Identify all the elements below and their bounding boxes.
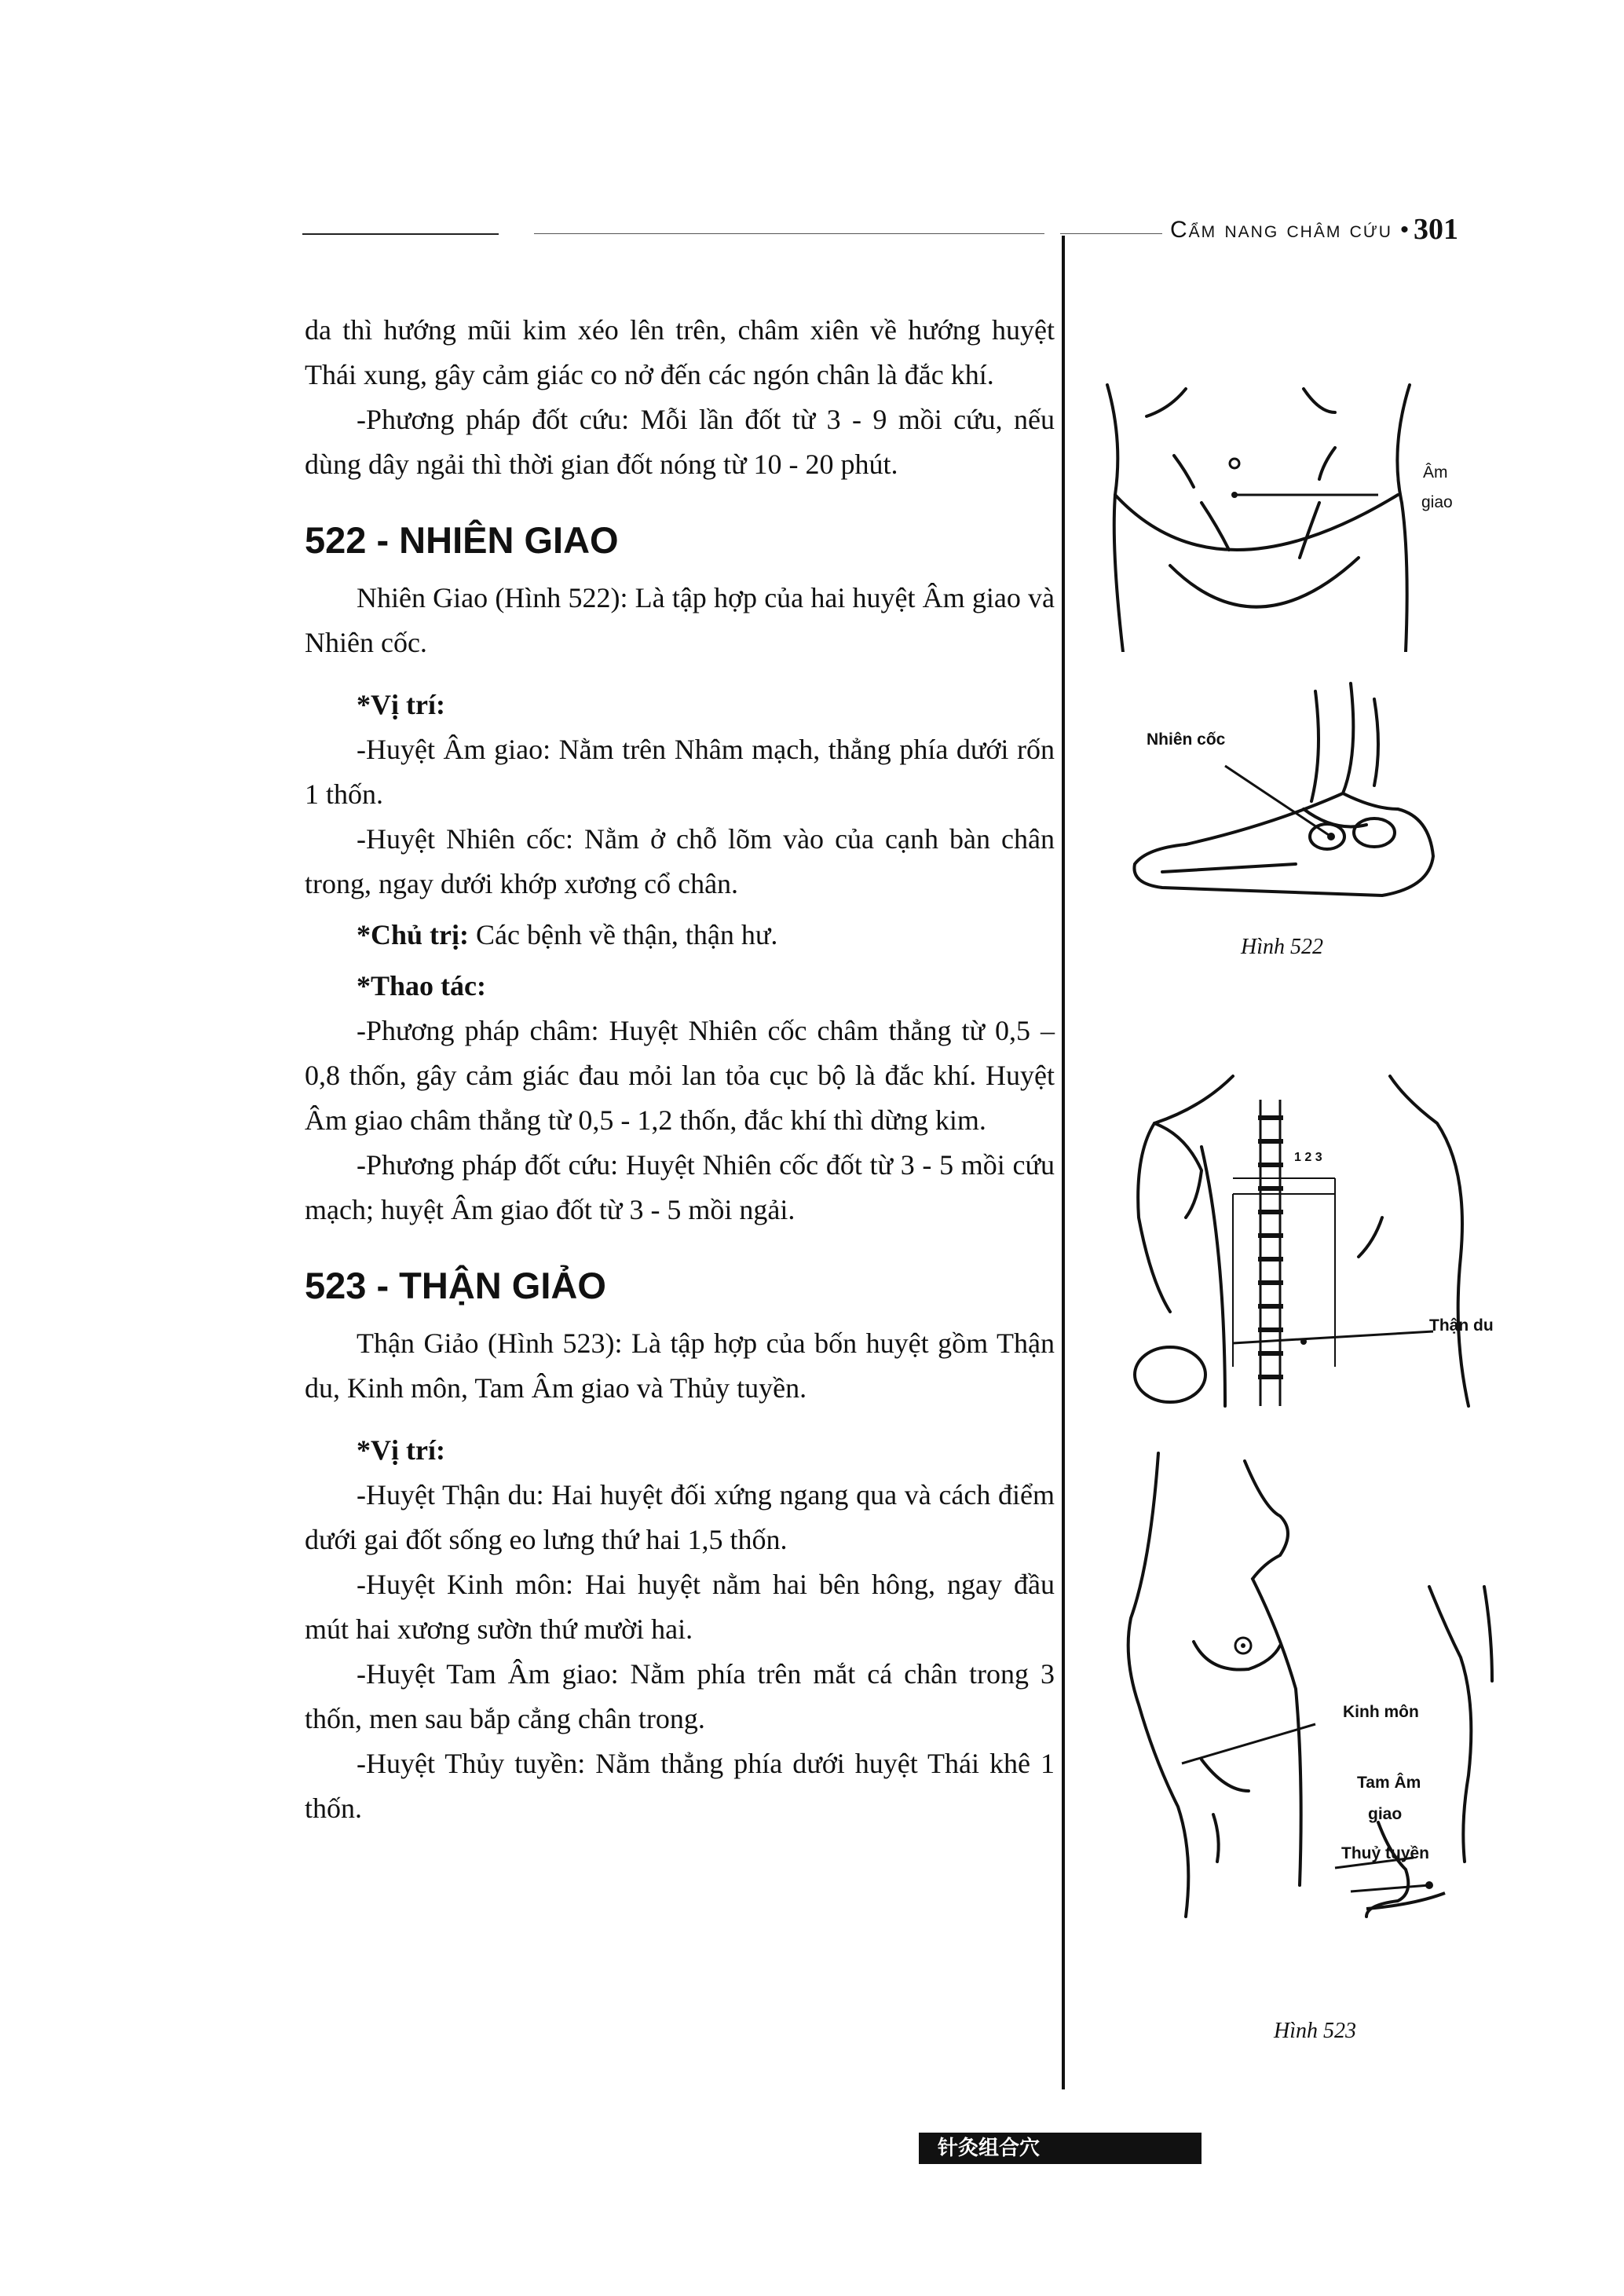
vitri-522-nhien-coc: -Huyệt Nhiên cốc: Nằm ở chỗ lõm vào của cạnh bàn chân trong, ngay dưới khớp xương cổ chân. xyxy=(305,823,1055,899)
paragraph-continuation: da thì hướng mũi kim xéo lên trên, châm xiên về hướng huyệt Thái xung, gây cảm giác co nở đến các ngón chân là đắc khí. xyxy=(305,314,1055,390)
chutri-522 xyxy=(305,913,1055,958)
fig522-label-giao: giao xyxy=(1421,493,1453,511)
paragraph-dot-cuu: -Phương pháp đốt cứu: Mỗi lần đốt từ 3 - 9 mồi cứu, nếu dùng dây ngải thì thời gian đốt nóng từ 10 - 20 phút. xyxy=(305,404,1055,480)
fig523-label-tam-am: Tam Âm xyxy=(1357,1774,1421,1792)
vitri-label-523: *Vị trí: xyxy=(357,1434,445,1466)
figure-523-caption: Hình 523 xyxy=(1274,2019,1356,2043)
fig523-label-thuy-tuyen: Thuỷ tuyền xyxy=(1341,1844,1430,1862)
thaotac-522-dot-cuu: -Phương pháp đốt cứu: Huyệt Nhiên cốc đốt từ 3 - 5 mồi cứu mạch; huyệt Âm giao đốt từ 3 - 5 mồi ngải. xyxy=(305,1149,1055,1225)
vitri-523-kinh-mon: -Huyệt Kinh môn: Hai huyệt nằm hai bên hông, ngay đầu mút hai xương sườn thứ mười hai. xyxy=(305,1569,1055,1645)
header-rule-right xyxy=(1060,233,1162,234)
figure-523-side-body xyxy=(1115,1445,1555,1979)
fig523-label-than-du: Thận du xyxy=(1429,1316,1494,1335)
vitri-522-am-giao: -Huyệt Âm giao: Nằm trên Nhâm mạch, thẳng phía dưới rốn 1 thốn. xyxy=(305,734,1055,810)
page-number: 301 xyxy=(1414,213,1458,246)
heading-522: 522 - NHIÊN GIAO xyxy=(305,519,619,561)
fig523-label-giao: giao xyxy=(1368,1805,1403,1823)
thaotac-522-cham: -Phương pháp châm: Huyệt Nhiên cốc châm thẳng từ 0,5 – 0,8 thốn, gây cảm giác đau mỏi lan tỏa cục bộ là đắc khí. Huyệt Âm giao châm thẳng từ 0,5 - 1,2 thốn, đắc khí thì dừng kim. xyxy=(305,1015,1055,1136)
fig523-label-spine-numbers: 1 2 3 xyxy=(1294,1151,1322,1164)
header-rule-middle xyxy=(534,233,1044,234)
chutri-text-522: Các bệnh về thận, thận hư. xyxy=(469,919,778,950)
figure-522-foot xyxy=(1115,676,1484,911)
footer-banner: 针灸组合穴 xyxy=(919,2133,1202,2164)
chutri-label-522: *Chủ trị: xyxy=(357,919,469,950)
fig522-label-nhien-coc: Nhiên cốc xyxy=(1147,731,1226,749)
column-divider xyxy=(1062,236,1065,2089)
vitri-523-than-du: -Huyệt Thận du: Hai huyệt đối xứng ngang qua và cách điểm dưới gai đốt sống eo lưng thứ hai 1,5 thốn. xyxy=(305,1479,1055,1555)
heading-523: 523 - THẬN GIẢO xyxy=(305,1265,606,1306)
vitri-523-tam-am-giao: -Huyệt Tam Âm giao: Nằm phía trên mắt cá chân trong 3 thốn, men sau bắp cẳng chân trong. xyxy=(305,1658,1055,1734)
figure-522-caption: Hình 522 xyxy=(1241,935,1323,959)
thaotac-label-522: *Thao tác: xyxy=(357,970,486,1002)
intro-523: Thận Giảo (Hình 523): Là tập hợp của bốn huyệt gồm Thận du, Kinh môn, Tam Âm giao và Thủy tuyền. xyxy=(305,1327,1055,1404)
vitri-label-522: *Vị trí: xyxy=(357,689,445,720)
header-rule-left xyxy=(302,233,499,235)
figure-523-back xyxy=(1123,1060,1500,1414)
fig523-label-kinh-mon: Kinh môn xyxy=(1343,1703,1419,1721)
fig522-label-am: Âm xyxy=(1423,463,1448,482)
text-column xyxy=(305,308,1055,1831)
vitri-523-thuy-tuyen: -Huyệt Thủy tuyền: Nằm thẳng phía dưới huyệt Thái khê 1 thốn. xyxy=(305,1748,1055,1824)
intro-522: Nhiên Giao (Hình 522): Là tập hợp của hai huyệt Âm giao và Nhiên cốc. xyxy=(305,582,1055,658)
running-title: Cẩm nang châm cứu • xyxy=(1170,217,1410,243)
